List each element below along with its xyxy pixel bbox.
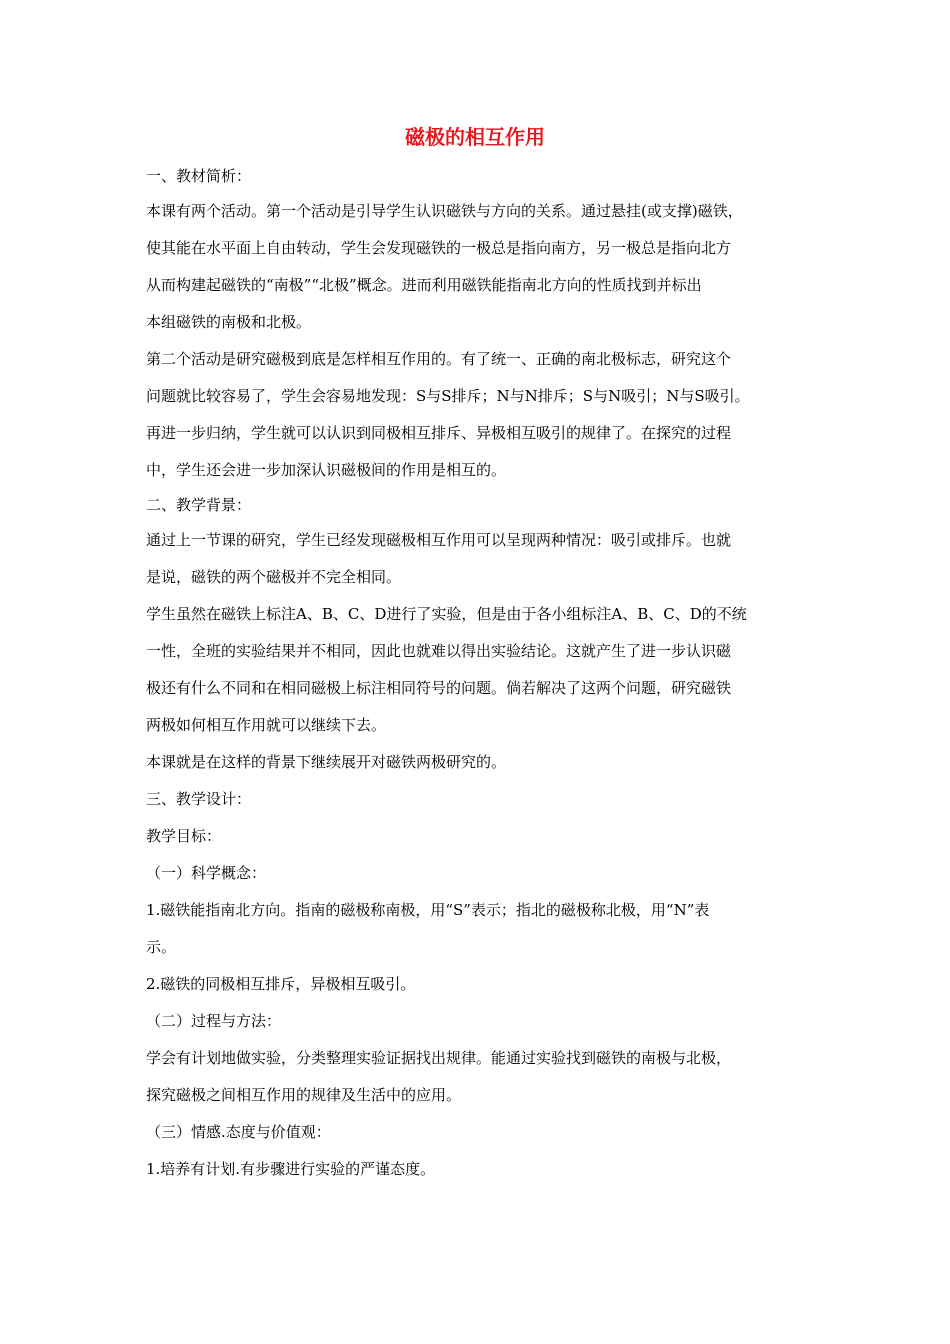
paragraph-line: 第二个活动是研究磁极到底是怎样相互作用的。有了统一、正确的南北极标志，研究这个 bbox=[146, 350, 732, 368]
paragraph-line: 两极如何相互作用就可以继续下去。 bbox=[146, 716, 387, 734]
paragraph-line: 从而构建起磁铁的“南极”“北极”概念。进而利用磁铁能指南北方向的性质找到并标出 bbox=[146, 276, 702, 294]
paragraph-line: 使其能在水平面上自由转动，学生会发现磁铁的一极总是指向南方，另一极总是指向北方 bbox=[146, 239, 732, 257]
paragraph-line: 本组磁铁的南极和北极。 bbox=[146, 313, 312, 331]
paragraph-line: 探究磁极之间相互作用的规律及生活中的应用。 bbox=[146, 1086, 462, 1104]
list-item-line: 1.培养有计划.有步骤进行实验的严谨态度。 bbox=[146, 1160, 436, 1178]
subheading-attitudes-values: （三）情感.态度与价值观： bbox=[146, 1123, 331, 1141]
paragraph-line: 学生虽然在磁铁上标注A、B、C、D进行了实验，但是由于各小组标注A、B、C、D的不统 bbox=[146, 605, 747, 623]
list-item-line: 2.磁铁的同极相互排斥，异极相互吸引。 bbox=[146, 975, 416, 993]
paragraph-line: 是说，磁铁的两个磁极并不完全相同。 bbox=[146, 568, 402, 586]
section-heading-teaching-background: 二、教学背景： bbox=[146, 496, 252, 514]
section-heading-teaching-design: 三、教学设计： bbox=[146, 790, 252, 808]
list-item-line: 1.磁铁能指南北方向。指南的磁极称南极，用“S”表示；指北的磁极称北极，用“N”表 bbox=[146, 901, 710, 919]
paragraph-line: 中，学生还会进一步加深认识磁极间的作用是相互的。 bbox=[146, 461, 507, 479]
paragraph-line: 再进一步归纳，学生就可以认识到同极相互排斥、异极相互吸引的规律了。在探究的过程 bbox=[146, 424, 732, 442]
document-body bbox=[146, 160, 814, 1188]
list-item-line: 示。 bbox=[146, 938, 177, 956]
paragraph-line: 通过上一节课的研究，学生已经发现磁极相互作用可以呈现两种情况：吸引或排斥。也就 bbox=[146, 531, 732, 549]
paragraph-line: 本课有两个活动。第一个活动是引导学生认识磁铁与方向的关系。通过悬挂(或支撑)磁铁， bbox=[146, 202, 743, 220]
paragraph-line: 本课就是在这样的背景下继续展开对磁铁两极研究的。 bbox=[146, 753, 507, 771]
subheading-science-concepts: （一）科学概念： bbox=[146, 864, 267, 882]
subheading-process-methods: （二）过程与方法： bbox=[146, 1012, 282, 1030]
paragraph-line: 极还有什么不同和在相同磁极上标注相同符号的问题。倘若解决了这两个问题，研究磁铁 bbox=[146, 679, 732, 697]
paragraph-line: 一性，全班的实验结果并不相同，因此也就难以得出实验结论。这就产生了进一步认识磁 bbox=[146, 642, 732, 660]
subheading-teaching-goals: 教学目标： bbox=[146, 827, 222, 845]
paragraph-line: 学会有计划地做实验，分类整理实验证据找出规律。能通过实验找到磁铁的南极与北极， bbox=[146, 1049, 732, 1067]
paragraph-line: 问题就比较容易了，学生会容易地发现：S与S排斥；N与N排斥；S与N吸引；N与S吸引。 bbox=[146, 387, 750, 405]
section-heading-textbook-analysis: 一、教材简析： bbox=[146, 167, 252, 185]
document-title: 磁极的相互作用 bbox=[405, 125, 545, 149]
